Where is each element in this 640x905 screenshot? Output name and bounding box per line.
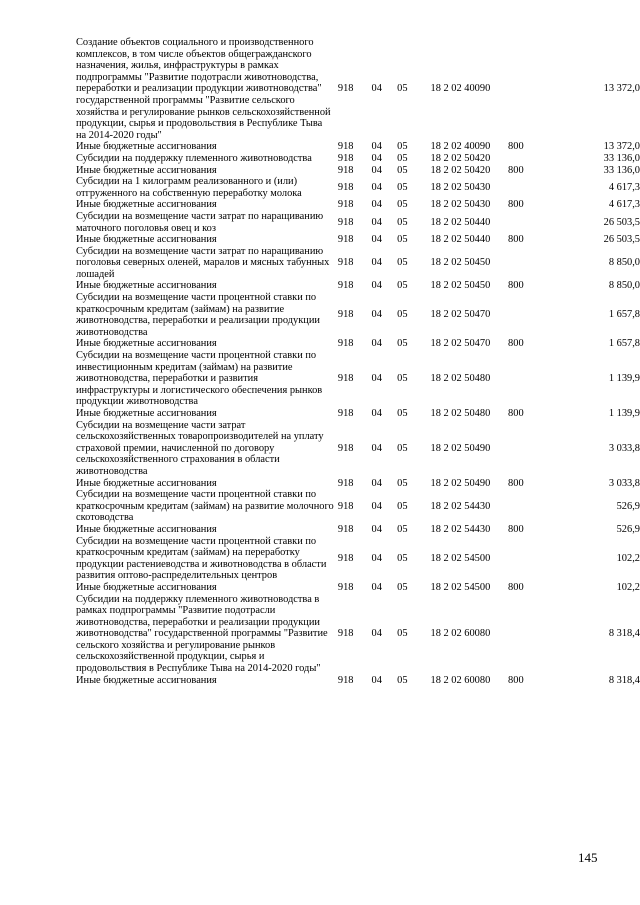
page-number: 145: [578, 850, 598, 865]
amount: 1 139,9: [608, 408, 640, 419]
amount: 26 503,5: [603, 234, 640, 246]
ministry-code: 918: [337, 83, 354, 95]
table-row: [76, 524, 640, 536]
target-article-code: 18 2 02 50440: [430, 234, 491, 246]
ministry-code: 918: [337, 199, 354, 211]
amount: 8 318,4: [608, 628, 640, 640]
expense-type-code: [508, 153, 547, 165]
table-row: [76, 199, 640, 211]
subsection-code: 05: [397, 309, 408, 321]
ministry-code: 918: [337, 373, 354, 385]
target-article-code: 18 2 02 50490: [430, 477, 491, 489]
subsection-code: 05: [397, 216, 408, 228]
subsection-code: 05: [397, 181, 408, 193]
section-code: 04: [371, 552, 382, 564]
table-row: [76, 420, 640, 478]
table-row: [76, 350, 640, 408]
expense-type-code: [508, 594, 547, 675]
target-article-code: 18 2 02 40090: [430, 141, 491, 153]
expense-type-code: [508, 176, 547, 199]
target-article-code: 18 2 02 40090: [430, 83, 491, 95]
subsection-code: 05: [397, 477, 408, 489]
section-code: 04: [371, 442, 382, 454]
expense-type-code: 800: [508, 674, 524, 686]
expense-type-code: [508, 211, 547, 234]
ministry-code: 918: [337, 500, 354, 512]
amount: 4 617,3: [608, 181, 640, 193]
amount: 3 033,8: [608, 442, 640, 454]
table-row: [76, 234, 640, 246]
ministry-code: 918: [337, 152, 354, 164]
subsection-code: 05: [397, 628, 408, 640]
row-description: Иные бюджетные ассигнования: [76, 280, 217, 292]
row-description: Субсидии на возмещение части процентной ставки по краткосрочным кредитам (займам) на развитие молочного скотоводства: [76, 489, 334, 524]
target-article-code: 18 2 02 50420: [430, 152, 491, 164]
subsection-code: 05: [397, 257, 408, 269]
row-description: Субсидии на возмещение части процентной ставки по краткосрочным кредитам (займам) на переработку продукции растениеводства и животноводства в области развития оптово-распределительных центров: [76, 535, 327, 582]
subsection-code: 05: [397, 523, 408, 535]
row-description: Субсидии на возмещение части затрат по наращиванию маточного поголовья овец и коз: [76, 210, 324, 234]
ministry-code: 918: [337, 628, 354, 640]
amount: 1 657,8: [608, 338, 640, 350]
section-code: 04: [371, 164, 382, 176]
table-body: [76, 37, 640, 686]
subsection-code: 05: [397, 199, 408, 211]
ministry-code: 918: [337, 408, 354, 419]
amount: 33 136,0: [603, 152, 640, 164]
target-article-code: 18 2 02 50440: [430, 216, 491, 228]
subsection-code: 05: [397, 500, 408, 512]
target-article-code: 18 2 02 50430: [430, 199, 491, 211]
table-row: [76, 536, 640, 582]
section-code: 04: [371, 628, 382, 640]
table-row: [76, 211, 640, 234]
row-description: Иные бюджетные ассигнования: [76, 408, 217, 419]
target-article-code: 18 2 02 50470: [430, 309, 491, 321]
ministry-code: 918: [337, 164, 354, 176]
amount: 526,9: [616, 500, 640, 512]
target-article-code: 18 2 02 50420: [430, 164, 491, 176]
expense-type-code: 800: [508, 280, 524, 292]
row-description: Субсидии на возмещение части процентной ставки по краткосрочным кредитам (займам) на развитие животноводства, переработки и реализации продукции животноводства: [76, 292, 320, 338]
amount: 102,2: [616, 552, 640, 564]
section-code: 04: [371, 408, 382, 419]
row-description: Субсидии на 1 килограмм реализованного и (или) отгруженного на собственную переработку молока: [76, 176, 302, 199]
section-code: 04: [371, 477, 382, 489]
ministry-code: 918: [337, 338, 354, 350]
row-description: Иные бюджетные ассигнования: [76, 674, 217, 686]
target-article-code: 18 2 02 60080: [430, 628, 491, 640]
section-code: 04: [371, 674, 382, 686]
table-row: [76, 153, 640, 165]
table-row: [76, 280, 640, 292]
subsection-code: 05: [397, 581, 408, 593]
ministry-code: 918: [337, 234, 354, 246]
ministry-code: 918: [337, 181, 354, 193]
table-row: [76, 338, 640, 350]
row-description: Субсидии на поддержку племенного животноводства в рамках подпрограммы "Развитие подотрасли животноводства, переработки и реализации продукции животноводства" государственной программы "Развитие сельского хозяйства и регулирование рынков сельскохозяйственной продукции, сырья и продовольствия в Республике Тыва на 2014-2020 годы": [76, 593, 328, 675]
target-article-code: 18 2 02 50430: [430, 181, 491, 193]
target-article-code: 18 2 02 50480: [430, 373, 491, 385]
subsection-code: 05: [397, 408, 408, 419]
row-description: Иные бюджетные ассигнования: [76, 581, 217, 593]
expense-type-code: [508, 292, 547, 338]
row-description: Иные бюджетные ассигнования: [76, 164, 217, 176]
ministry-code: 918: [337, 309, 354, 321]
section-code: 04: [371, 152, 382, 164]
row-description: Субсидии на возмещение части затрат по наращиванию поголовья северных оленей, маралов и мясных табунных лошадей: [76, 245, 330, 280]
row-description: Субсидии на поддержку племенного животноводства: [76, 152, 312, 164]
expense-type-code: [508, 420, 547, 478]
expense-type-code: 800: [508, 581, 524, 593]
amount: 1 139,9: [608, 373, 640, 385]
amount: 13 372,0: [603, 141, 640, 153]
ministry-code: 918: [337, 257, 354, 269]
amount: 26 503,5: [603, 216, 640, 228]
subsection-code: 05: [397, 338, 408, 350]
section-code: 04: [371, 338, 382, 350]
budget-table: [76, 37, 640, 686]
section-code: 04: [371, 309, 382, 321]
target-article-code: 18 2 02 54500: [430, 581, 491, 593]
ministry-code: 918: [337, 280, 354, 292]
amount: 13 372,0: [603, 83, 640, 95]
target-article-code: 18 2 02 60080: [430, 674, 491, 686]
table-row: [76, 675, 640, 687]
table-row: [76, 489, 640, 524]
row-description: Иные бюджетные ассигнования: [76, 234, 217, 246]
subsection-code: 05: [397, 674, 408, 686]
ministry-code: 918: [337, 674, 354, 686]
section-code: 04: [371, 257, 382, 269]
section-code: 04: [371, 581, 382, 593]
section-code: 04: [371, 181, 382, 193]
subsection-code: 05: [397, 152, 408, 164]
amount: 102,2: [616, 581, 640, 593]
row-description: Иные бюджетные ассигнования: [76, 199, 217, 211]
table-row: [76, 408, 640, 420]
subsection-code: 05: [397, 373, 408, 385]
section-code: 04: [371, 500, 382, 512]
subsection-code: 05: [397, 83, 408, 95]
table-row: [76, 141, 640, 153]
expense-type-code: 800: [508, 523, 524, 535]
ministry-code: 918: [337, 552, 354, 564]
subsection-code: 05: [397, 552, 408, 564]
expense-type-code: 800: [508, 141, 524, 153]
table-row: [76, 165, 640, 177]
ministry-code: 918: [337, 442, 354, 454]
amount: 3 033,8: [608, 477, 640, 489]
expense-type-code: [508, 37, 547, 141]
row-description: Субсидии на возмещение части процентной ставки по инвестиционным кредитам (займам) на развитие животноводства, переработки и развития инфраструктуры и логистического обеспечения рынков продукции животноводства: [76, 350, 323, 408]
expense-type-code: [508, 536, 547, 582]
amount: 8 850,0: [608, 257, 640, 269]
target-article-code: 18 2 02 50480: [430, 408, 491, 419]
section-code: 04: [371, 523, 382, 535]
expense-type-code: [508, 489, 547, 524]
target-article-code: 18 2 02 54500: [430, 552, 491, 564]
amount: 526,9: [616, 523, 640, 535]
section-code: 04: [371, 234, 382, 246]
section-code: 04: [371, 373, 382, 385]
subsection-code: 05: [397, 141, 408, 153]
ministry-code: 918: [337, 581, 354, 593]
section-code: 04: [371, 83, 382, 95]
row-description: Субсидии на возмещение части затрат сельскохозяйственных товаропроизводителей на уплату страховой премии, начисленной по договору сельскохозяйственного страхования в области животноводства: [76, 419, 324, 477]
expense-type-code: [508, 350, 547, 408]
amount: 8 850,0: [608, 280, 640, 292]
ministry-code: 918: [337, 216, 354, 228]
target-article-code: 18 2 02 54430: [430, 523, 491, 535]
section-code: 04: [371, 141, 382, 153]
row-description: Создание объектов социального и производственного комплексов, в том числе объектов общегражданского назначения, жилья, инфраструктуры в рамках подпрограммы "Развитие подотрасли животноводства, переработки и реализации продукции животноводства" государственной программы "Развитие сельского хозяйства и регулирование рынков сельскохозяйственной продукции, сырья и продовольствия в Республике Тыва на 2014-2020 годы": [76, 37, 331, 141]
target-article-code: 18 2 02 50450: [430, 257, 491, 269]
ministry-code: 918: [337, 477, 354, 489]
expense-type-code: [508, 246, 547, 281]
ministry-code: 918: [337, 523, 354, 535]
table-row: [76, 582, 640, 594]
amount: 4 617,3: [608, 199, 640, 211]
subsection-code: 05: [397, 280, 408, 292]
row-description: Иные бюджетные ассигнования: [76, 477, 217, 489]
target-article-code: 18 2 02 50490: [430, 442, 491, 454]
ministry-code: 918: [337, 141, 354, 153]
section-code: 04: [371, 280, 382, 292]
table-row: [76, 246, 640, 281]
section-code: 04: [371, 199, 382, 211]
expense-type-code: 800: [508, 164, 524, 176]
amount: 33 136,0: [603, 164, 640, 176]
expense-type-code: 800: [508, 408, 524, 419]
expense-type-code: 800: [508, 199, 524, 211]
target-article-code: 18 2 02 54430: [430, 500, 491, 512]
target-article-code: 18 2 02 50450: [430, 280, 491, 292]
table-row: [76, 37, 640, 141]
expense-type-code: 800: [508, 234, 524, 246]
subsection-code: 05: [397, 442, 408, 454]
subsection-code: 05: [397, 164, 408, 176]
row-description: Иные бюджетные ассигнования: [76, 338, 217, 350]
section-code: 04: [371, 216, 382, 228]
table-row: [76, 594, 640, 675]
table-row: [76, 176, 640, 199]
row-description: Иные бюджетные ассигнования: [76, 523, 217, 535]
expense-type-code: 800: [508, 338, 524, 350]
amount: 8 318,4: [608, 674, 640, 686]
amount: 1 657,8: [608, 309, 640, 321]
row-description: Иные бюджетные ассигнования: [76, 141, 217, 153]
target-article-code: 18 2 02 50470: [430, 338, 491, 350]
subsection-code: 05: [397, 234, 408, 246]
table-row: [76, 292, 640, 338]
table-row: [76, 478, 640, 490]
expense-type-code: 800: [508, 477, 524, 489]
